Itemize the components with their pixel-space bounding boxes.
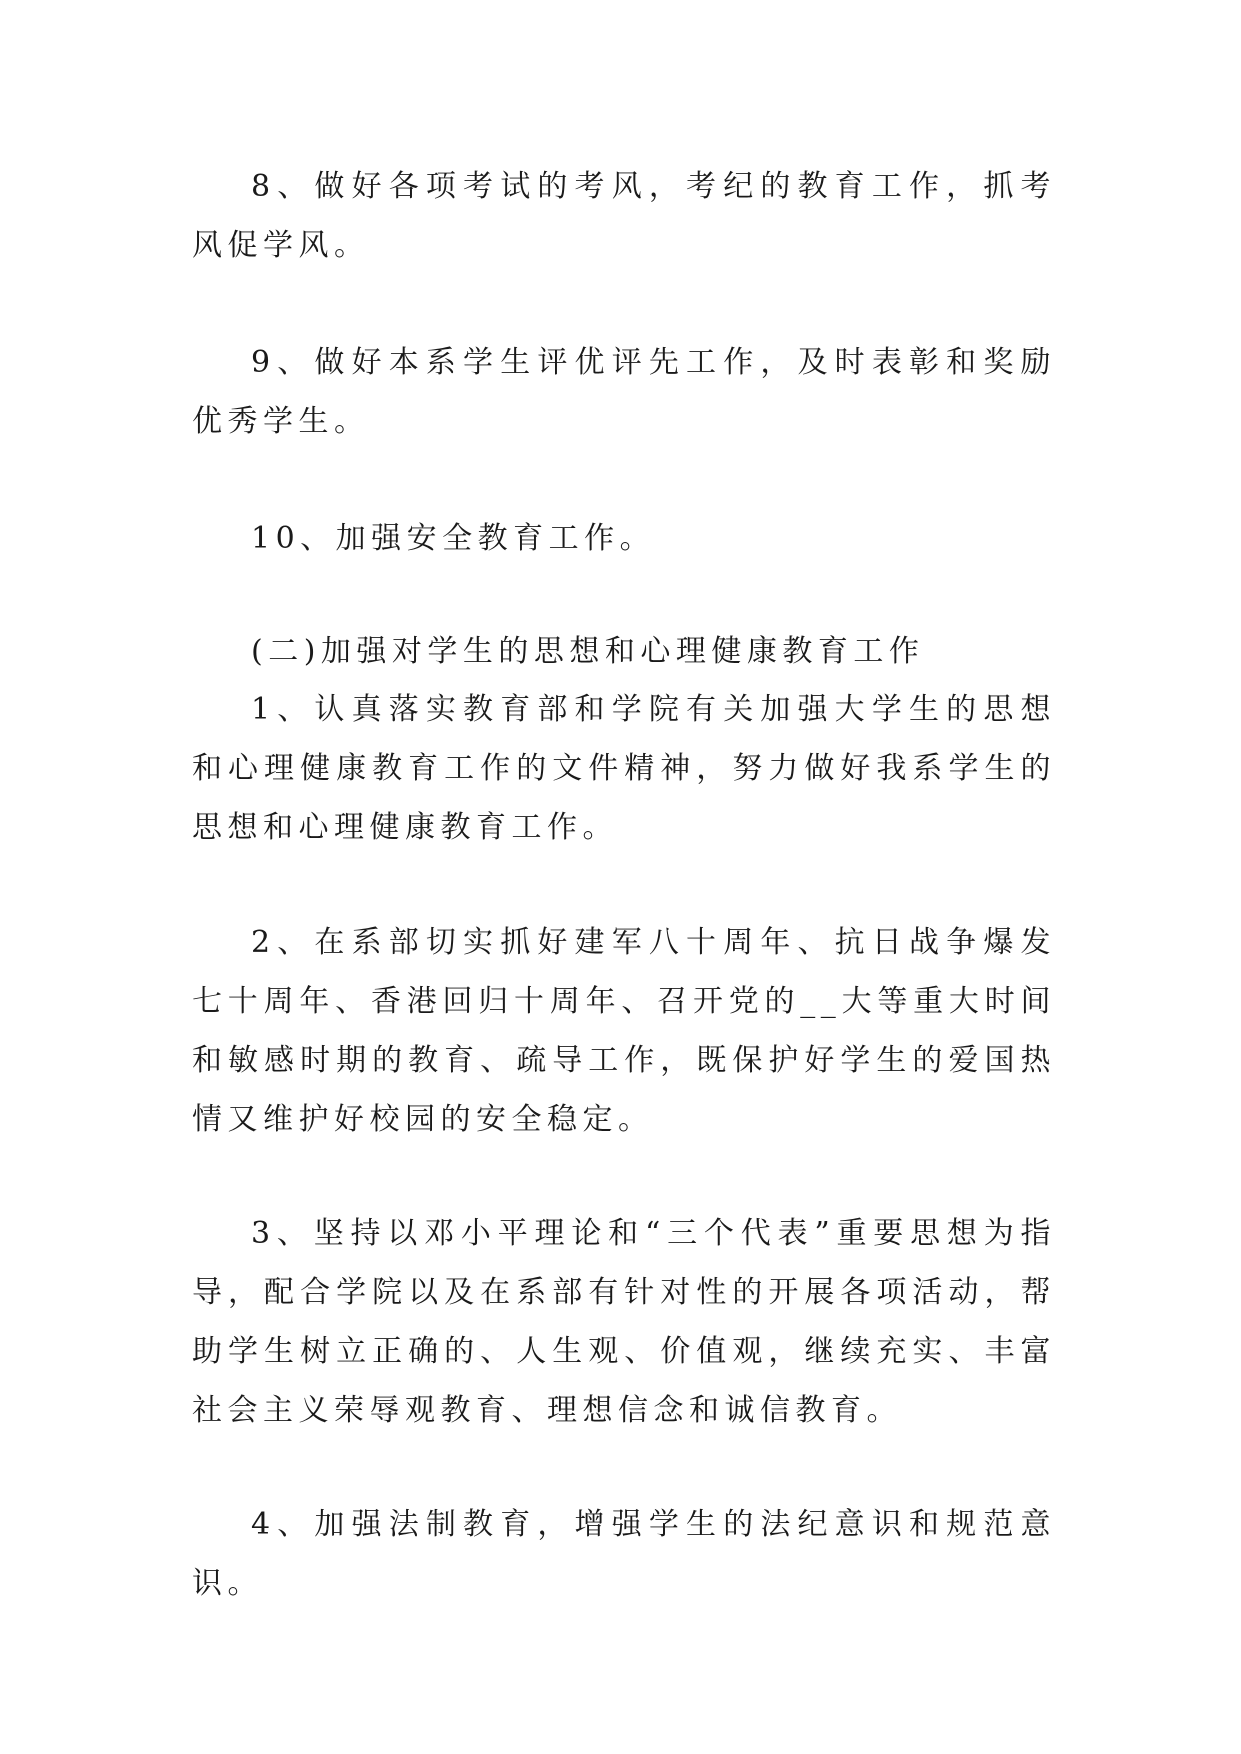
section-heading: (二)加强对学生的思想和心理健康教育工作 xyxy=(251,634,925,669)
paragraph-item-9: 9、做好本系学生评优评先工作，及时表彰和奖励优秀学生。 xyxy=(192,345,1056,439)
paragraph-item-10: 10、加强安全教育工作。 xyxy=(251,521,656,556)
paragraph-item-3: 3、坚持以邓小平理论和“三个代表”重要思想为指导，配合学院以及在系部有针对性的开展各项活动，帮助学生树立正确的、人生观、价值观，继续充实、丰富社会主义荣辱观教育、理想信念和诚信教育。 xyxy=(192,1216,1056,1428)
paragraph-item-1: 1、认真落实教育部和学院有关加强大学生的思想和心理健康教育工作的文件精神，努力做好我系学生的思想和心理健康教育工作。 xyxy=(192,692,1056,845)
paragraph-item-4: 4、加强法制教育，增强学生的法纪意识和规范意识。 xyxy=(192,1507,1056,1601)
paragraph-item-8: 8、做好各项考试的考风，考纪的教育工作，抓考风促学风。 xyxy=(192,169,1056,263)
paragraph-item-2: 2、在系部切实抓好建军八十周年、抗日战争爆发七十周年、香港回归十周年、召开党的__大等重大时间和敏感时期的教育、疏导工作，既保护好学生的爱国热情又维护好校园的安全稳定。 xyxy=(192,925,1056,1137)
